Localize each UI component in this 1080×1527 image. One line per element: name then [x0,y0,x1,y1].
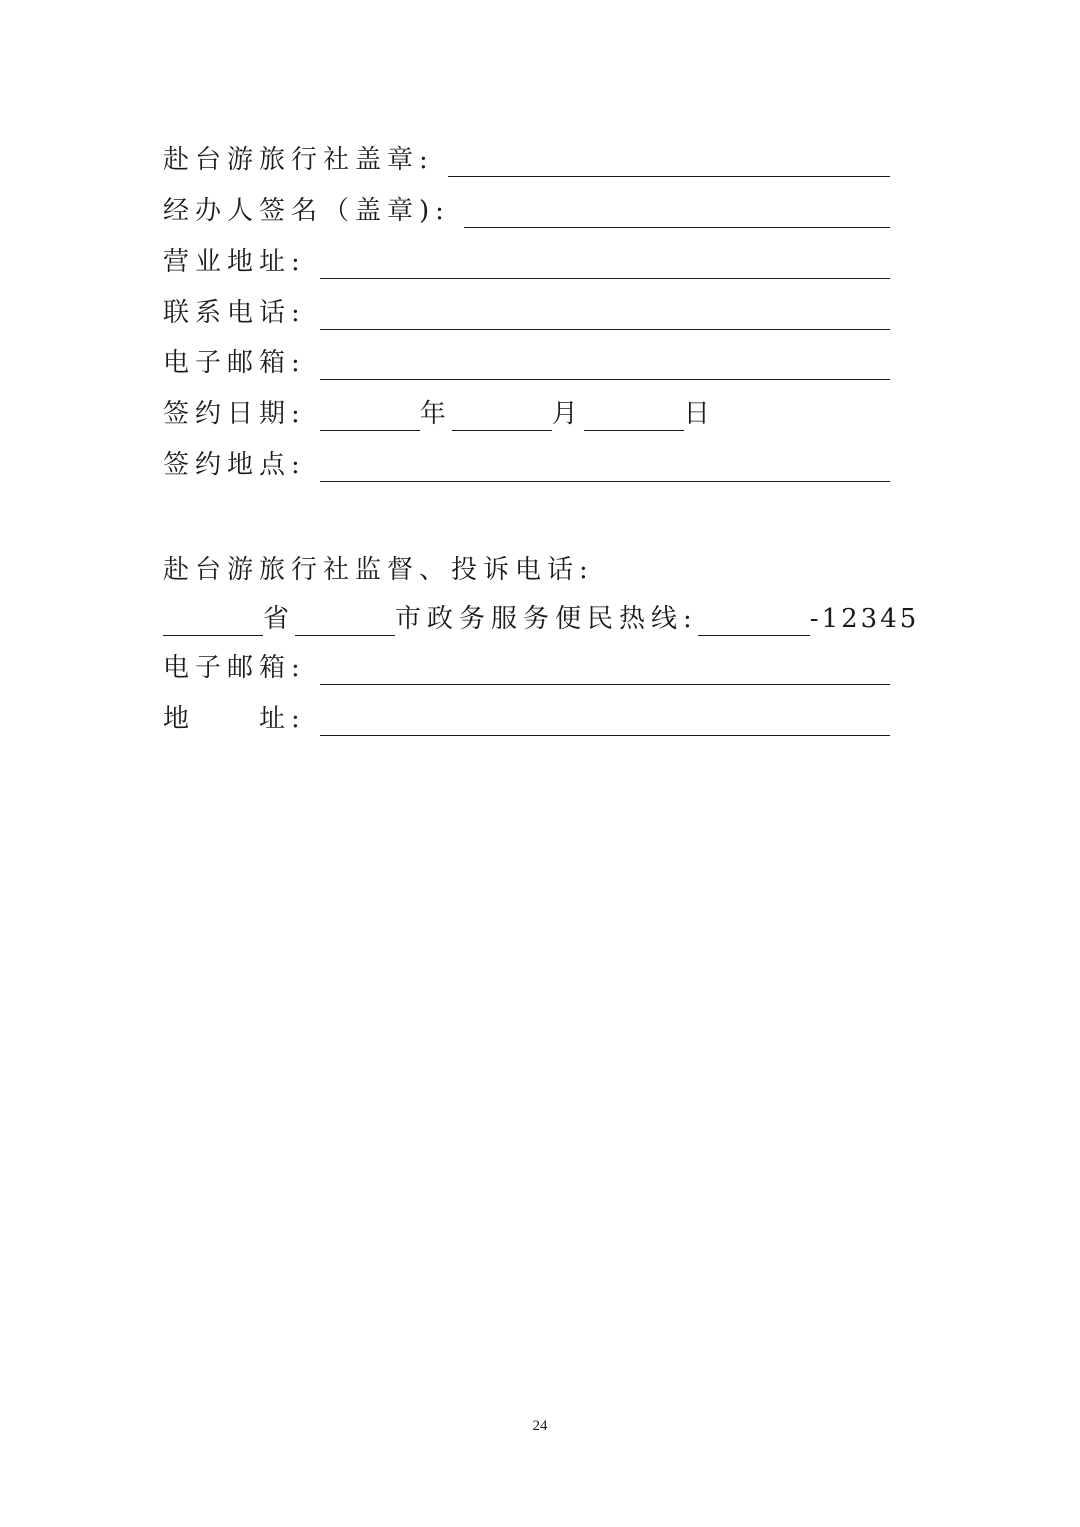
sign-place-label: 签约地点: [163,450,306,480]
email-line[interactable] [320,353,890,380]
area-code-blank[interactable] [698,609,810,636]
sign-place-line[interactable] [320,455,890,482]
agent-sign-label: 经办人签名（盖章): [163,196,450,226]
sign-date-label: 签约日期: [163,399,306,429]
complaint-address-field [163,702,890,736]
agency-seal-field [163,143,890,177]
province-blank[interactable] [163,609,263,636]
sign-date-field [163,397,716,431]
business-address-field [163,245,890,279]
complaint-heading: 赴台游旅行社监督、投诉电话: [163,555,594,585]
month-blank[interactable] [452,404,552,431]
hotline-number: -12345 [809,604,920,634]
page-number: 24 [532,1418,548,1434]
hotline-label: 市政务服务便民热线: [395,604,698,634]
complaint-email-line[interactable] [320,658,890,685]
agent-sign-line[interactable] [464,201,890,228]
month-unit: 月 [551,399,584,429]
email-label: 电子邮箱: [163,348,306,378]
contact-phone-label: 联系电话: [163,298,306,328]
province-unit: 省 [263,604,296,634]
day-blank[interactable] [584,404,684,431]
agency-seal-label: 赴台游旅行社盖章: [163,145,434,175]
complaint-address-line[interactable] [320,709,890,736]
year-blank[interactable] [320,404,420,431]
hotline-field [163,602,919,636]
complaint-email-label: 电子邮箱: [163,653,306,683]
complaint-email-field [163,651,890,685]
complaint-address-label: 地 址: [163,704,306,734]
year-unit: 年 [419,399,452,429]
city-blank[interactable] [295,609,395,636]
agency-seal-line[interactable] [448,150,890,177]
day-unit: 日 [683,399,716,429]
sign-place-field [163,448,890,482]
email-field [163,346,890,380]
agent-sign-field [163,194,890,228]
business-address-label: 营业地址: [163,247,306,277]
business-address-line[interactable] [320,252,890,279]
contact-phone-field [163,296,890,330]
contact-phone-line[interactable] [320,303,890,330]
